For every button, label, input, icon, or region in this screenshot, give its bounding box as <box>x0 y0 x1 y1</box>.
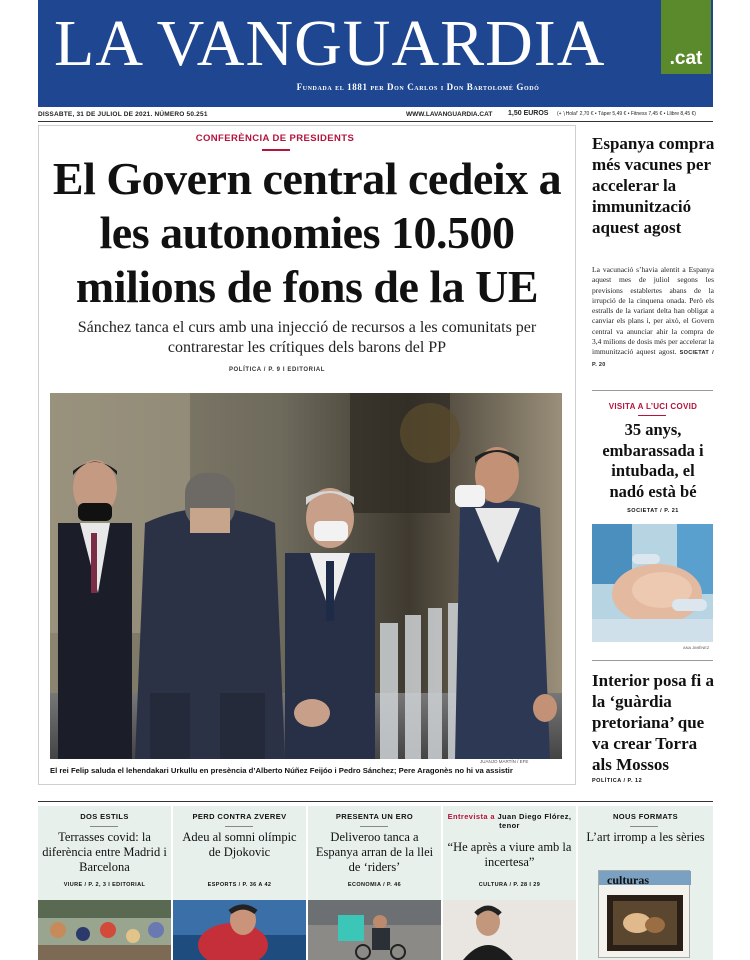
teaser-kicker-line <box>360 826 388 827</box>
teaser-title: Adeu al somni olímpic de Djokovic <box>182 830 297 859</box>
teaser-djokovic[interactable] <box>173 806 306 960</box>
main-photo[interactable] <box>50 393 562 759</box>
main-headline[interactable]: El Govern central cedeix a les autonomies 10.500 milions de fons de la UE <box>52 153 562 312</box>
side-story-3-reference: POLÍTICA / P. 12 <box>592 778 643 784</box>
teaser-kicker-line <box>630 826 658 827</box>
side-story-1-source: SOCIETAT / P. 20 <box>592 350 715 368</box>
side-story-1-text: La vacunació s’havia alentit a Espanya aquest mes de juliol segons les previsions establertes abans de la irrupció de la cinquena onada. Però els estralls de la variant delta han obligat a canviar els plans i, per això, el Govern central va anunciar ahir la compra de 3,4 milions de dosis més per accelerar la immunització aquest agost. <box>592 265 714 357</box>
side-story-2-photo-credit: ANA JIMÉNEZ <box>683 645 710 650</box>
main-photo-illustration <box>50 393 562 759</box>
founded-line: Fundada el 1881 per Don Carlos i Don Bartolomé Godó <box>296 82 540 92</box>
teaser-title: Terrasses covid: la diferència entre Madrid i Barcelona <box>42 830 167 874</box>
teaser-title: “He après a viure amb la incertesa” <box>447 840 572 869</box>
teaser-kicker-prefix: Entrevista a <box>447 812 495 821</box>
teaser-terraces[interactable] <box>38 806 171 960</box>
header-divider <box>38 121 713 122</box>
magazine-title: culturas <box>607 873 649 887</box>
sidebar-divider-1 <box>592 390 713 391</box>
teaser-kicker-name: Juan Diego Flórez, tenor <box>497 812 572 830</box>
teaser-kicker <box>443 812 576 830</box>
main-reference: POLÍTICA / P. 9 I EDITORIAL <box>228 367 326 373</box>
dateline <box>38 108 713 122</box>
teaser-photo <box>308 900 441 960</box>
main-photo-credit: JUANJO MARTÍN / EFE <box>480 759 529 764</box>
kicker-underline <box>262 149 290 151</box>
teaser-kicker-line <box>90 826 118 827</box>
masthead <box>38 0 713 107</box>
side-story-2-kicker: VISITA A L’UCI COVID <box>608 402 698 411</box>
issue-date: DISSABTE, 31 DE JULIOL DE 2021. NÚMERO 50.251 <box>38 111 208 118</box>
teaser-photo <box>38 900 171 960</box>
side-story-2-photo[interactable] <box>592 524 713 642</box>
bottom-divider <box>38 801 713 802</box>
icu-photo-illustration <box>592 524 713 642</box>
main-photo-caption: El rei Felip saluda el lehendakari Urkullu en presència d’Alberto Núñez Feijóo i Pedro Sánchez; Pere Aragonès no hi va assistir <box>50 766 513 775</box>
price: 1,50 EUROS <box>508 110 549 117</box>
teaser-reference: ESPORTS / P. 36 A 42 <box>207 882 272 888</box>
teaser-kicker: PRESENTA UN ERO <box>335 812 414 821</box>
side-story-1-body <box>592 265 714 370</box>
magazine-cover <box>598 870 690 958</box>
main-kicker: CONFERÈNCIA DE PRESIDENTS <box>195 133 355 144</box>
teaser-title: L’art irromp a les sèries <box>586 830 705 844</box>
teaser-reference: ECONOMIA / P. 46 <box>347 882 402 888</box>
teaser-reference: VIURE / P. 2, 3 I EDITORIAL <box>63 882 146 888</box>
teaser-deliveroo[interactable] <box>308 806 441 960</box>
masthead-logo[interactable]: LA VANGUARDIA <box>54 7 606 80</box>
teaser-series[interactable] <box>578 806 713 960</box>
teaser-florez[interactable] <box>443 806 576 960</box>
teaser-reference: CULTURA / P. 28 I 29 <box>478 882 541 888</box>
domain-badge-text: .cat <box>669 48 703 69</box>
website-link[interactable]: WWW.LAVANGUARDIA.CAT <box>406 111 493 118</box>
sidebar-divider-2 <box>592 660 713 661</box>
teaser-kicker: PERD CONTRA ZVEREV <box>192 812 287 821</box>
teaser-title: Deliveroo tanca a Espanya arran de la llei de ‘riders’ <box>315 830 434 874</box>
side-story-1-title[interactable]: Espanya compra més vacunes per accelerar la immunització aquest agost <box>592 134 715 237</box>
main-subhead: Sánchez tanca el curs amb una injecció de recursos a les comunitats per contrarestar les crítiques dels barons del PP <box>77 319 537 356</box>
teaser-photo <box>443 900 576 960</box>
teaser-kicker: NOUS FORMATS <box>612 812 679 821</box>
teaser-photo <box>173 900 306 960</box>
teaser-kicker: DOS ESTILS <box>80 812 129 821</box>
side-story-2-title[interactable]: 35 anys, embarassada i intubada, el nadó està bé <box>602 420 704 501</box>
side-story-2-reference: SOCIETAT / P. 21 <box>627 508 679 514</box>
combined-prices: (+ '¡Hola!' 2,70 € • Táper 5,49 € • Fitness 7,45 € • Llibre 8,45 €) <box>557 111 696 117</box>
teaser-kicker-line <box>225 826 253 827</box>
side-story-3-title[interactable]: Interior posa fi a la ‘guàrdia pretoriana’ que va crear Torra als Mossos <box>592 671 714 774</box>
side-story-2-kicker-line <box>638 415 666 416</box>
bottom-strip <box>38 806 713 960</box>
magazine-painting <box>607 895 683 951</box>
domain-badge <box>661 0 711 74</box>
